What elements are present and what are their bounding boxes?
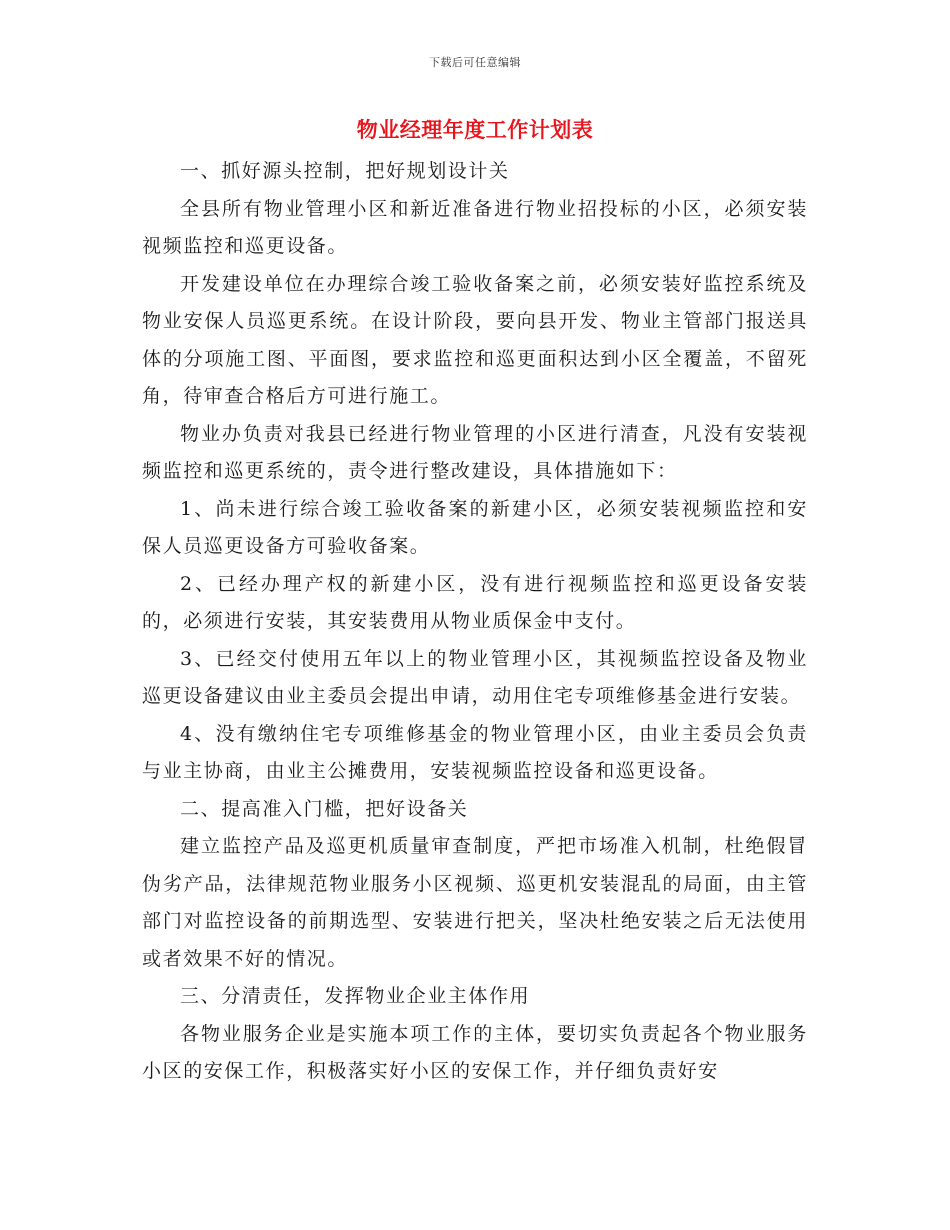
section-heading-3: 三、分清责任，发挥物业企业主体作用: [180, 985, 531, 1007]
paragraph: 各物业服务企业是实施本项工作的主体，要切实负责起各个物业服务小区的安保工作，积极落实好小区的安保工作，并仔细负责好安: [142, 1022, 808, 1082]
list-item: 4、没有缴纳住宅专项维修基金的物业管理小区，由业主委员会负责与业主协商，由业主公摊费用，安装视频监控设备和巡更设备。: [142, 722, 808, 782]
header-note: 下载后可任意编辑: [429, 56, 521, 69]
paragraph: 开发建设单位在办理综合竣工验收备案之前，必须安装好监控系统及物业安保人员巡更系统。在设计阶段，要向县开发、物业主管部门报送具体的分项施工图、平面图，要求监控和巡更面积达到小区全覆盖，不留死角，待审查合格后方可进行施工。: [142, 272, 808, 407]
paragraph: 全县所有物业管理小区和新近准备进行物业招投标的小区，必须安装视频监控和巡更设备。: [142, 197, 808, 257]
section-heading-1: 一、抓好源头控制，把好规划设计关: [180, 160, 510, 182]
list-item: 3、已经交付使用五年以上的物业管理小区，其视频监控设备及物业巡更设备建议由业主委员会提出申请，动用住宅专项维修基金进行安装。: [142, 647, 808, 707]
paragraph: 建立监控产品及巡更机质量审查制度，严把市场准入机制，杜绝假冒伪劣产品，法律规范物业服务小区视频、巡更机安装混乱的局面，由主管部门对监控设备的前期选型、安装进行把关，坚决杜绝安装之后无法使用或者效果不好的情况。: [142, 835, 808, 970]
document-body: [142, 153, 808, 1091]
document-title: 物业经理年度工作计划表: [356, 117, 594, 142]
section-heading-2: 二、提高准入门槛，把好设备关: [180, 797, 469, 820]
paragraph: 物业办负责对我县已经进行物业管理的小区进行清查，凡没有安装视频监控和巡更系统的，责令进行整改建设，具体措施如下：: [142, 422, 808, 482]
list-item: 2、已经办理产权的新建小区，没有进行视频监控和巡更设备安装的，必须进行安装，其安装费用从物业质保金中支付。: [142, 572, 808, 632]
list-item: 1、尚未进行综合竣工验收备案的新建小区，必须安装视频监控和安保人员巡更设备方可验收备案。: [142, 497, 808, 557]
